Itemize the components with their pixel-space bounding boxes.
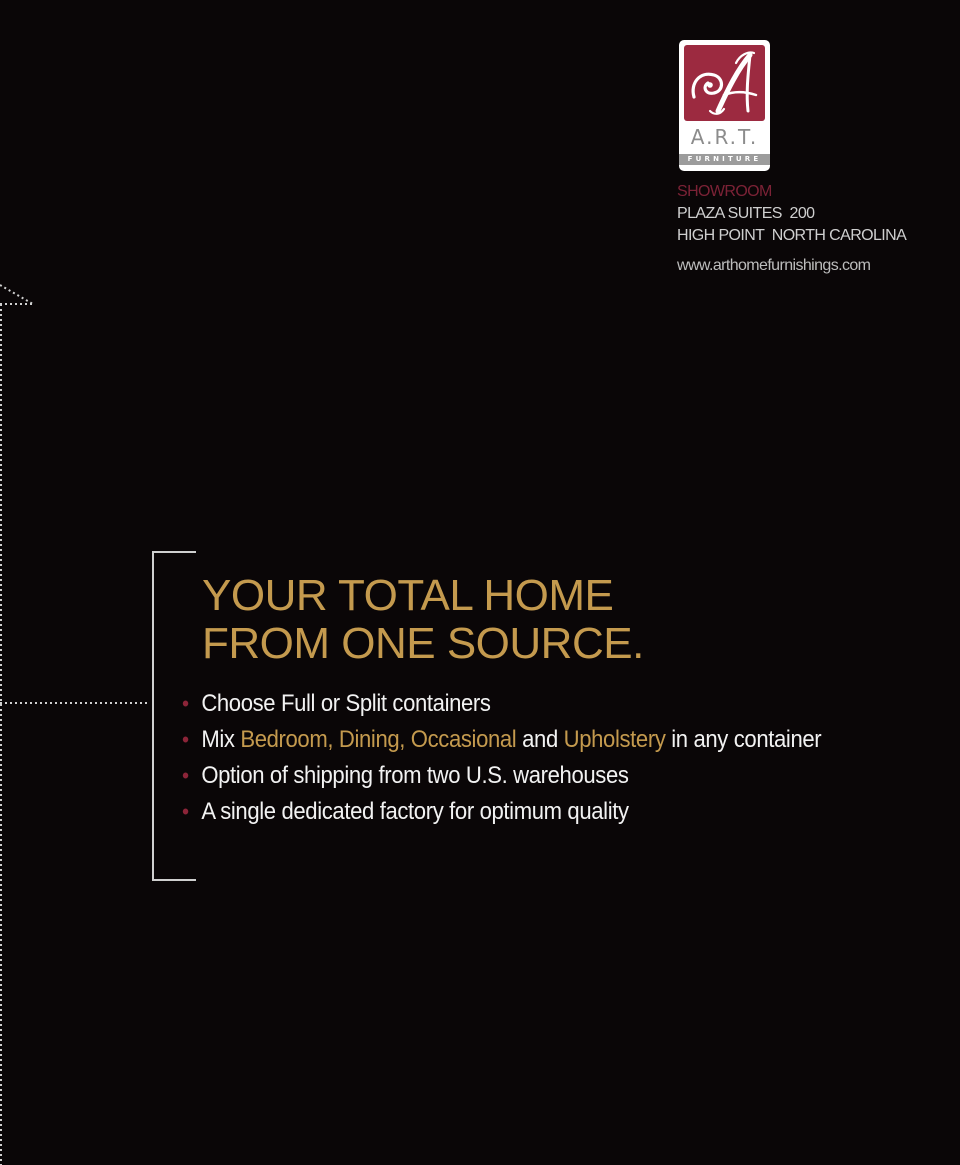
- feature-list: [182, 686, 821, 830]
- bullet-dot-icon: •: [182, 727, 189, 752]
- feature-mix-middle: and: [516, 726, 564, 753]
- bullet-dot-icon: •: [182, 691, 189, 716]
- list-item: [182, 794, 821, 830]
- feature-mix-categories: Bedroom, Dining, Occasional: [240, 726, 517, 753]
- logo-wordmark: A.R.T.: [690, 125, 759, 149]
- feature-factory: A single dedicated factory for optimum quality: [201, 798, 629, 825]
- monogram-a-icon: [684, 45, 765, 121]
- feature-mix-upholstery: Upholstery: [563, 726, 666, 753]
- feature-mix-suffix: in any container: [665, 726, 822, 753]
- headline-line-2: FROM ONE SOURCE.: [202, 619, 644, 668]
- bullet-dot-icon: •: [182, 763, 189, 788]
- list-item: [182, 758, 821, 794]
- headline: [202, 572, 644, 668]
- list-item: [182, 686, 821, 722]
- showroom-address: [677, 181, 906, 277]
- feature-mix-prefix: Mix: [201, 726, 241, 753]
- diagonal-dotted-line: [0, 285, 33, 304]
- showroom-line-2: HIGH POINT NORTH CAROLINA: [677, 227, 907, 244]
- feature-shipping: Option of shipping from two U.S. warehouses: [201, 762, 629, 789]
- feature-containers: Choose Full or Split containers: [201, 690, 491, 717]
- showroom-label: SHOWROOM: [677, 183, 772, 200]
- list-item: [182, 722, 821, 758]
- art-furniture-logo: [679, 40, 770, 171]
- headline-line-1: YOUR TOTAL HOME: [202, 571, 614, 620]
- logo-subtitle: FURNITURE: [679, 154, 770, 165]
- showroom-line-1: PLAZA SUITES 200: [677, 205, 815, 222]
- website-link[interactable]: www.arthomefurnishings.com: [677, 257, 871, 274]
- bullet-dot-icon: •: [182, 799, 189, 824]
